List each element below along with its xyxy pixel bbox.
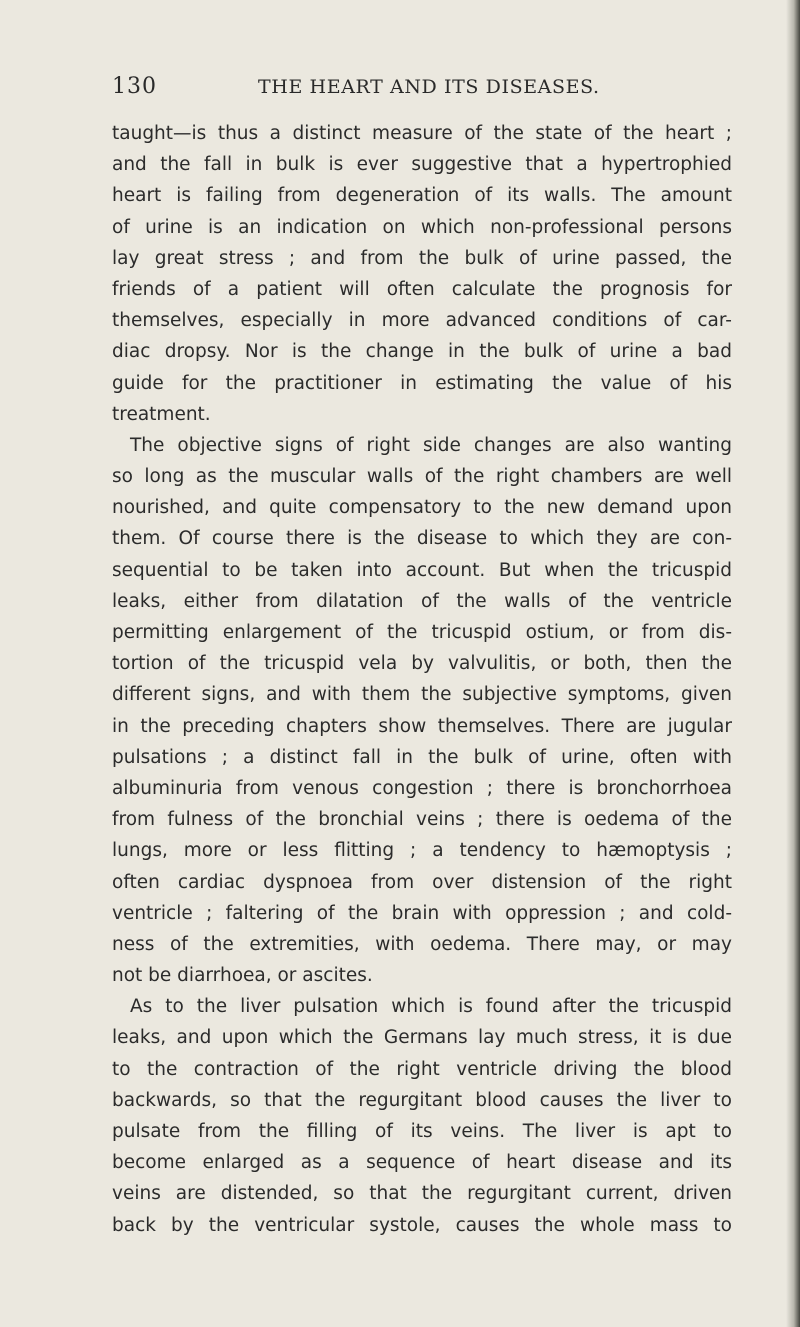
- body-text: [112, 118, 732, 1241]
- text-line: albuminuria from venous congestion ; there is bronchorrhoea: [112, 777, 732, 799]
- text-line: themselves, especially in more advanced conditions of car-: [112, 310, 732, 332]
- text-line: from fulness of the bronchial veins ; there is oedema of the: [112, 809, 732, 831]
- text-line: tortion of the tricuspid vela by valvulitis, or both, then the: [112, 653, 732, 675]
- text-line: lay great stress ; and from the bulk of urine passed, the: [112, 247, 732, 269]
- text-line: nourished, and quite compensatory to the new demand upon: [112, 497, 732, 519]
- text-line: ness of the extremities, with oedema. There may, or may: [112, 933, 732, 955]
- text-line: guide for the practitioner in estimating the value of his: [112, 372, 732, 394]
- page-number: 130: [112, 74, 157, 99]
- text-line: As to the liver pulsation which is found after the tricuspid: [130, 996, 732, 1018]
- text-line: sequential to be taken into account. But when the tricuspid: [112, 559, 732, 581]
- text-line: veins are distended, so that the regurgitant current, driven: [112, 1183, 732, 1205]
- text-line: of urine is an indication on which non-professional persons: [112, 216, 732, 238]
- text-line: become enlarged as a sequence of heart disease and its: [112, 1152, 732, 1174]
- text-line: to the contraction of the right ventricle driving the blood: [112, 1058, 732, 1080]
- text-line: backwards, so that the regurgitant blood causes the liver to: [112, 1089, 732, 1111]
- text-line: treatment.: [112, 403, 211, 425]
- text-line: taught—is thus a distinct measure of the state of the heart ;: [112, 123, 732, 144]
- text-line: permitting enlargement of the tricuspid ostium, or from dis-: [112, 622, 732, 643]
- text-line: ventricle ; faltering of the brain with oppression ; and cold-: [112, 902, 732, 924]
- paragraph-3: [112, 991, 732, 1241]
- text-line: back by the ventricular systole, causes the whole mass to: [112, 1214, 732, 1236]
- text-line: lungs, more or less flitting ; a tendency to hæmoptysis ;: [112, 840, 732, 862]
- text-line: in the preceding chapters show themselves. There are jugular: [112, 715, 732, 737]
- text-line: so long as the muscular walls of the right chambers are well: [112, 466, 732, 488]
- running-head: THE HEART AND ITS DISEASES.: [258, 76, 600, 98]
- text-line: not be diarrhoea, or ascites.: [112, 965, 373, 987]
- text-line: heart is failing from degeneration of its walls. The amount: [112, 185, 732, 207]
- text-line: diac dropsy. Nor is the change in the bulk of urine a bad: [112, 341, 732, 363]
- text-line: friends of a patient will often calculate the prognosis for: [112, 278, 732, 300]
- text-line: pulsations ; a distinct fall in the bulk of urine, often with: [112, 746, 732, 768]
- text-line: leaks, and upon which the Germans lay much stress, it is due: [112, 1027, 732, 1049]
- paragraph-2: [112, 430, 732, 991]
- text-line: different signs, and with them the subjective symptoms, given: [112, 684, 732, 706]
- page-edge-shadow: [786, 0, 800, 1327]
- text-line: The objective signs of right side changes are also wanting: [130, 434, 732, 456]
- paragraph-1: [112, 118, 732, 430]
- page-header: [112, 74, 692, 104]
- text-line: often cardiac dyspnoea from over distension of the right: [112, 871, 732, 893]
- text-line: leaks, either from dilatation of the walls of the ventricle: [112, 590, 732, 612]
- text-line: and the fall in bulk is ever suggestive that a hypertrophied: [112, 154, 732, 176]
- text-line: pulsate from the filling of its veins. The liver is apt to: [112, 1121, 732, 1142]
- text-line: them. Of course there is the disease to which they are con-: [112, 528, 732, 550]
